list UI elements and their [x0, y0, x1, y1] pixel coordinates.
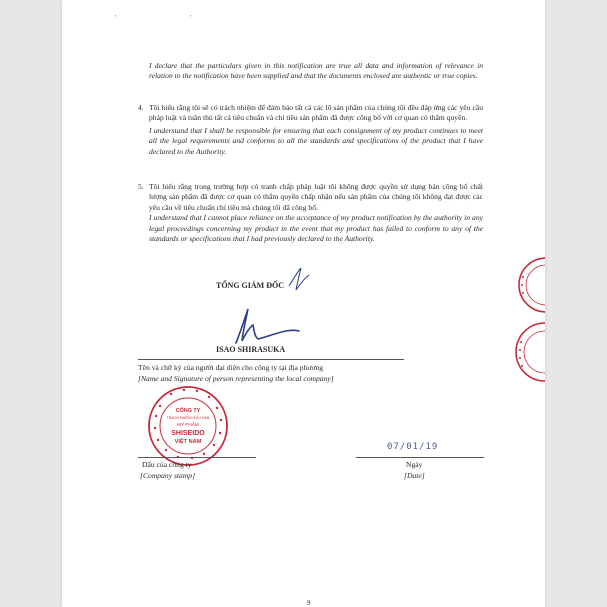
stamp-line-5: VIỆT NAM [174, 439, 202, 445]
signature-graphic [222, 303, 302, 347]
item-4 [138, 103, 484, 157]
page-number: 9 [307, 599, 311, 607]
item-5-vietnamese: Tôi hiểu rằng trong trường hợp có tranh chấp pháp luật tôi không được quyền sử dụng bản công bố chất lượng sản phẩm đã được cơ quan có thẩm quyền chấp nhận nếu sản phẩm của chúng tôi không đạt được các yêu cầu về tiêu chuẩn chỉ tiêu mà chúng tôi đã công bố. [149, 182, 483, 212]
company-stamp [146, 384, 230, 468]
date-label-en: [Date] [404, 471, 425, 480]
stamp-line-4: SHISEIDO [171, 430, 205, 437]
item-5-number: 5. [138, 182, 144, 191]
edge-stamp-top [506, 255, 545, 315]
representative-vi: Tên và chữ ký của người đại diện cho công ty tại địa phương [138, 363, 324, 372]
signatory-name: ISAO SHIRASUKA [216, 345, 286, 354]
stamp-line-3: MỸ PHẨM [177, 422, 199, 427]
stamp-line-1: CÔNG TY [175, 408, 201, 414]
stamp-line-2: TRÁCH NHIỆM HỮU HẠN [166, 416, 210, 420]
item-4-english: I understand that I shall be responsible for ensuring that each consignment of my product continues to meet all the legal requirements and conforms to all the standards and specifications of the product that I have declared to the Authority. [149, 125, 483, 156]
item-5 [138, 182, 484, 244]
item-4-number: 4. [138, 103, 144, 112]
initial-mark [287, 266, 311, 292]
scan-mark: ' ' [115, 14, 192, 22]
representative-en: [Name and Signature of person representing the local company] [138, 374, 334, 383]
signatory-title: TỔNG GIÁM ĐỐC [216, 281, 284, 290]
item-4-vietnamese: Tôi hiểu rằng tôi sẽ có trách nhiệm để đảm bảo tất cả các lô sản phẩm của chúng tôi đều đáp ứng các yêu cầu pháp luật và tuân thủ tất cả tiêu chuẩn và chỉ tiêu sản phẩm đã được công bố với cơ quan có thẩm quyền. [149, 103, 483, 123]
item-5-english: I understand that I cannot place reliance on the acceptance of my product notification by the authority in any legal proceedings concerning my product in the event that my product has failed to conform to any of the standards or specifications that I had previously declared to the Authority. [149, 213, 483, 244]
declaration-text: I declare that the particulars given in this notification are true all data and information of relevance in relation to the notification have been supplied and that the documents enclosed are authentic or true copies. [149, 61, 483, 81]
company-stamp-label-vi: Dấu của công ty [142, 460, 192, 469]
signature-line [138, 359, 404, 360]
date-value: 07/01/19 [387, 442, 439, 452]
date-label-vi: Ngày [406, 460, 423, 469]
company-stamp-label-en: [Company stamp] [140, 471, 196, 480]
edge-stamp-bottom [498, 320, 545, 384]
document-page [62, 0, 545, 607]
stamp-line [138, 457, 256, 458]
date-line [356, 457, 484, 458]
